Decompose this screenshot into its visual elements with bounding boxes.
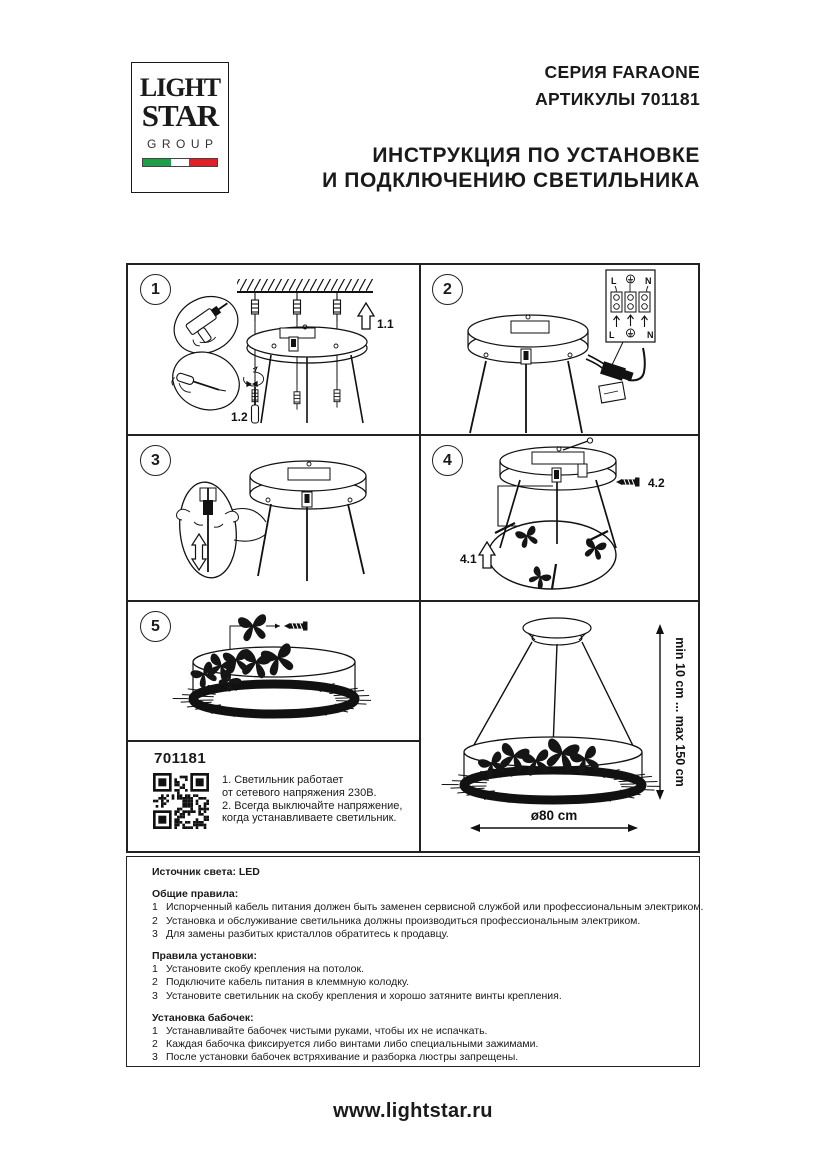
wire-label-l-top: L xyxy=(611,276,617,286)
power-connector xyxy=(586,348,645,403)
flag-green-segment xyxy=(143,159,171,166)
section-heading: Общие правила: xyxy=(152,888,239,901)
list-item: 3 После установки бабочек встряхивание и разборка люстры запрещены. xyxy=(152,1051,519,1064)
diameter-label: ø80 cm xyxy=(530,808,578,823)
step1-cell xyxy=(128,265,419,434)
list-item: 3 Установите светильник на скобу крепления и хорошо затяните винты крепления. xyxy=(152,989,562,1002)
article-info-cell xyxy=(128,742,419,855)
italian-flag-bar xyxy=(142,158,218,167)
butterfly-icon xyxy=(238,614,269,642)
step4-label-4-2: 4.2 xyxy=(648,476,665,490)
logo-word-star: STAR xyxy=(141,98,219,133)
wire-label-l-bottom: L xyxy=(609,330,615,340)
section-butterfly-install xyxy=(152,1012,691,1065)
light-source-line: Источник света: LED xyxy=(152,866,260,878)
crystal-ring xyxy=(442,767,660,803)
step2-cell xyxy=(420,265,702,434)
step4-label-4-1: 4.1 xyxy=(460,552,477,566)
dimensions-cell xyxy=(420,602,702,855)
list-item: 2 Подключите кабель питания в клеммную колодку. xyxy=(152,976,410,989)
step3-cell xyxy=(128,436,419,600)
qr-code xyxy=(153,773,209,829)
series-title: СЕРИЯ FARAONE xyxy=(544,62,700,82)
screw-icon xyxy=(284,622,308,631)
wire-label-n-top: N xyxy=(645,276,652,286)
step1-label-1-2: 1.2 xyxy=(231,410,248,424)
step5-number: 5 xyxy=(140,611,171,642)
list-item: 2 Каждая бабочка фиксируется либо винтами либо специальными зажимами. xyxy=(152,1038,539,1051)
step1-number: 1 xyxy=(140,274,171,305)
step1-label-1-1: 1.1 xyxy=(377,317,394,331)
step4-cell xyxy=(420,436,702,600)
logo-word-light: LIGHT xyxy=(139,73,221,102)
step3-diagram xyxy=(128,436,419,600)
step2-number: 2 xyxy=(432,274,463,305)
step3-number: 3 xyxy=(140,445,171,476)
height-dimension xyxy=(656,624,687,800)
screw-icon xyxy=(616,478,640,487)
note-line: когда устанавливаете светильник. xyxy=(222,812,397,825)
website-url: www.lightstar.ru xyxy=(333,1100,493,1122)
list-item: 1 Установите скобу крепления на потолок. xyxy=(152,963,364,976)
step4-number: 4 xyxy=(432,445,463,476)
arrow-up-icon xyxy=(358,303,374,329)
lightstar-logo xyxy=(131,62,229,193)
diameter-dimension xyxy=(470,808,638,832)
section-general-rules xyxy=(152,888,704,941)
flag-red-segment xyxy=(189,159,217,166)
article-number: 701181 xyxy=(154,750,207,767)
arrow-up-icon xyxy=(479,542,495,568)
list-item: 1 Устанавливайте бабочек чистыми руками, чтобы их не испачкать. xyxy=(152,1025,488,1038)
articles-title: АРТИКУЛЫ 701181 xyxy=(535,89,700,109)
note-line: от сетевого напряжения 230В. xyxy=(222,786,377,799)
note-line: 1. Светильник работает xyxy=(222,774,344,786)
section-install-rules xyxy=(152,950,691,1003)
safety-notes xyxy=(222,774,402,825)
flag-white-segment xyxy=(171,159,189,166)
earth-icon-bottom xyxy=(627,329,635,337)
section-heading: Установка бабочек: xyxy=(152,1011,254,1024)
list-item: 1 Испорченный кабель питания должен быть заменен сервисной службой или профессиональным электриком. xyxy=(152,901,704,914)
dimensions-diagram xyxy=(420,602,702,855)
note-line: 2. Всегда выключайте напряжение, xyxy=(222,799,403,812)
step1-diagram xyxy=(128,265,419,434)
step5-diagram xyxy=(128,602,419,740)
instruction-title xyxy=(322,143,700,193)
section-heading: Правила установки: xyxy=(152,950,257,963)
wire-label-n-bottom: N xyxy=(647,330,654,340)
step5-cell xyxy=(128,602,419,740)
earth-icon xyxy=(627,275,635,283)
instruction-title-line2: И ПОДКЛЮЧЕНИЮ СВЕТИЛЬНИКА xyxy=(322,169,700,192)
list-item: 3 Для замены разбитых кристаллов обратитесь к продавцу. xyxy=(152,927,449,940)
steps-grid xyxy=(126,263,700,853)
height-range-label: min 10 cm ... max 150 cm xyxy=(673,637,687,787)
list-item: 2 Установка и обслуживание светильника должны производиться профессиональным электриком. xyxy=(152,914,641,927)
wiring-terminal-diagram xyxy=(606,270,655,342)
specs-box xyxy=(126,856,704,1067)
instruction-title-line1: ИНСТРУКЦИЯ ПО УСТАНОВКЕ xyxy=(372,144,700,167)
logo-word-group: GROUP xyxy=(146,137,219,151)
